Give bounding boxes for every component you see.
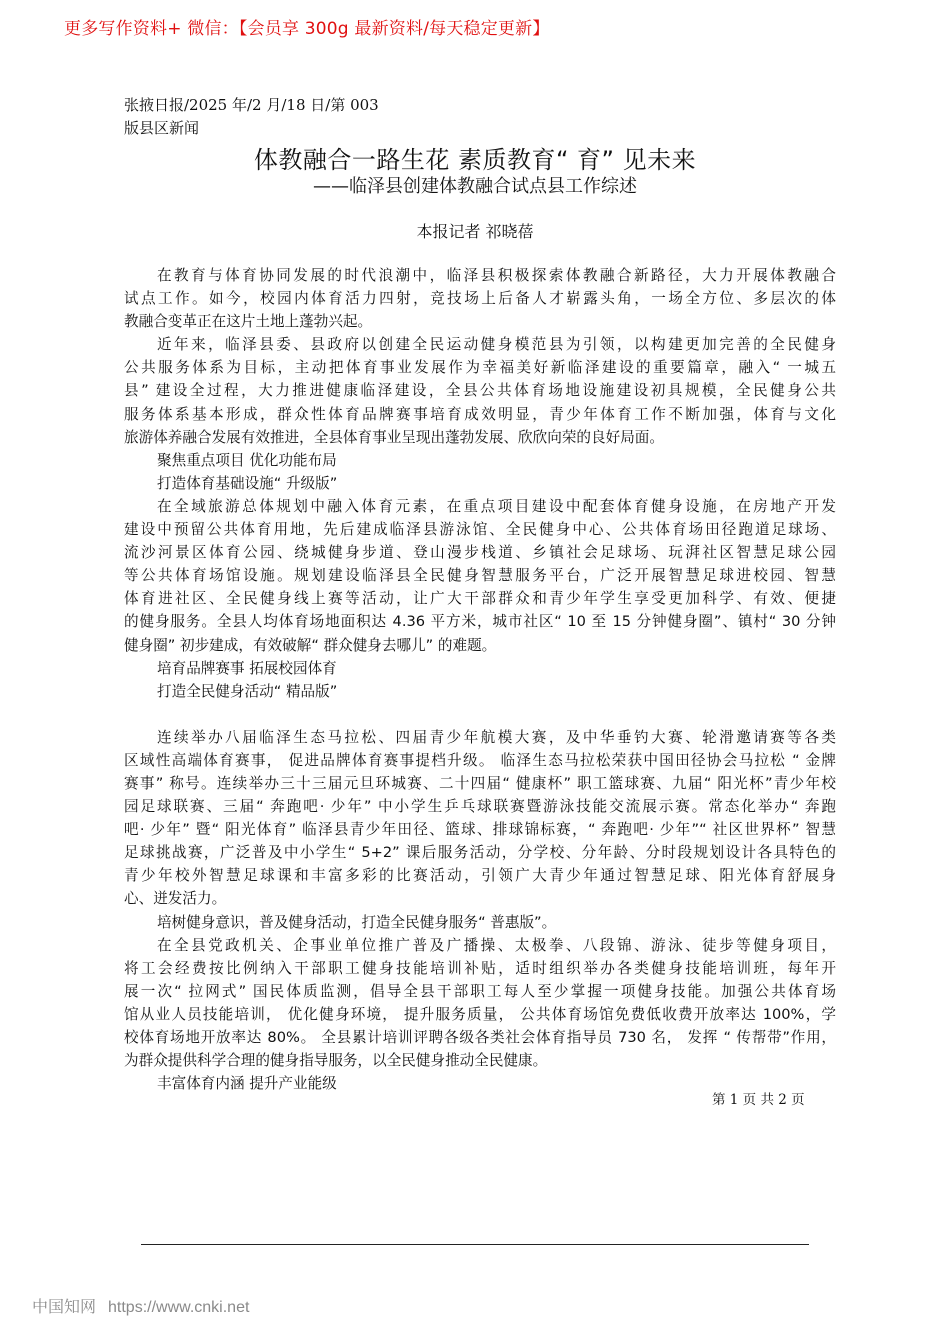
source-line: 张掖日报/2025 年/2 月/18 日/第 003 (124, 96, 379, 114)
paragraph (124, 726, 836, 911)
text-line: 在全域旅游总体规划中融入体育元素，在重点项目建设中配套体育健身设施，在房地产开发 (157, 497, 836, 515)
text-line: 将工会经费按比例纳入干部职工健身技能培训补贴，适时组织举办各类健身技能培训班，每年开 (124, 959, 836, 977)
text-line: 流沙河景区体育公园、绕城健身步道、登山漫步栈道、乡镇社会足球场、玩湃社区智慧足球公园 (124, 544, 836, 562)
section-heading (124, 680, 836, 703)
paragraph (124, 264, 836, 333)
text-line: 为群众提供科学合理的健身指导服务，以全民健身推动全民健康。 (124, 1052, 548, 1070)
text-line: 展一次“ 拉网式” 国民体质监测，倡导全县干部职工每人至少掌握一项健身技能。加强公共体育场 (124, 982, 836, 1000)
section-heading (124, 472, 836, 495)
text-line: 赛事” 称号。连续举办三十三届元旦环城赛、二十四届“ 健康杯” 职工篮球赛、九届“ 阳光杯”青少年校 (124, 774, 836, 792)
text-line: 在全县党政机关、企事业单位推广普及广播操、太极拳、八段锦、游泳、徒步等健身项目， (157, 936, 836, 954)
text-line: 足球挑战赛，广泛普及中小学生“ 5+2” 课后服务活动，分学校、分年龄、分时段规划设计各具特色的 (124, 844, 836, 862)
text-line: 在教育与体育协同发展的时代浪潮中，临泽县积极探索体教融合新路径，大力开展体教融合 (157, 267, 836, 284)
text-line: 教融合变革正在这片土地上蓬勃兴起。 (124, 313, 373, 331)
article-subtitle: ——临泽县创建体教融合试点县工作综述 (313, 176, 637, 197)
text-line: 馆从业人员技能培训， 优化健身环境， 提升服务质量， 公共体育场馆免费低收费开放率达 100%，学 (124, 1005, 836, 1023)
footer-site-name: 中国知网 (32, 1299, 97, 1316)
text-line: 健身圈” 初步建成，有效破解“ 群众健身去哪儿” 的难题。 (124, 636, 497, 654)
text-line: 服务体系基本形成，群众性体育品牌赛事培育成效明显，青少年体育工作不断加强，体育与文化 (124, 405, 836, 423)
text-line: 公共服务体系为目标，主动把体育事业发展作为幸福美好新临泽建设的重要篇章，融入“ 一城五 (124, 359, 836, 377)
footer-url: https://www.cnki.net (108, 1299, 250, 1316)
text-line: 培育品牌赛事 拓展校园体育 (157, 659, 337, 677)
promo-banner: 更多写作资料+ 微信：【会员享 300g 最新资料/每天稳定更新】 (64, 19, 550, 39)
section-heading (124, 911, 836, 934)
text-line: 等公共体育场馆设施。规划建设临泽县全民健身智慧服务平台，广泛开展智慧足球进校园、智慧 (124, 567, 836, 585)
text-line: 近年来，临泽县委、县政府以创建全民运动健身模范县为引领，以构建更加完善的全民健身 (157, 336, 836, 354)
paragraph (124, 495, 836, 657)
paragraph (124, 934, 836, 1073)
text-line: 吧· 少年” 暨“ 阳光体育” 临泽县青少年田径、篮球、排球锦标赛，“ 奔跑吧· 少年”“ 社区世界杯” 智慧 (124, 821, 836, 839)
section-heading (124, 449, 836, 472)
paragraph-gap (124, 703, 836, 726)
text-line: 聚焦重点项目 优化功能布局 (157, 451, 337, 469)
text-line: 体育进社区、全民健身线上赛等活动，让广大干部群众和青少年学生享受更加科学、有效、便捷 (124, 590, 836, 608)
text-line: 园足球联赛、三届“ 奔跑吧· 少年” 中小学生乒乓球联赛暨游泳技能交流展示赛。常态化举办“ 奔跑 (124, 798, 836, 816)
text-line: 培树健身意识，普及健身活动，打造全民健身服务“ 普惠版”。 (157, 913, 557, 931)
section-line: 版县区新闻 (124, 119, 200, 137)
text-line: 心、迸发活力。 (124, 890, 227, 908)
text-line: 丰富体育内涵 提升产业能级 (157, 1075, 337, 1093)
text-line: 打造体育基础设施“ 升级版” (157, 474, 338, 492)
text-line: 青少年校外智慧足球课和丰富多彩的比赛活动，引领广大青少年通过智慧足球、阳光体育舒展身 (124, 867, 836, 885)
article-title: 体教融合一路生花 素质教育“ 育” 见未来 (253, 146, 697, 174)
text-line: 校体育场地开放率达 80%。 全县累计培训评聘各级各类社会体育指导员 730 名， 发挥 “ 传帮带”作用， (124, 1029, 836, 1046)
text-line: 的健身服务。全县人均体育场地面积达 4.36 平方米，城市社区“ 10 至 15 分钟健身圈”、镇村“ 30 分钟 (124, 613, 836, 631)
page-number: 第 1 页 共 2 页 (712, 1092, 805, 1108)
paragraph (124, 333, 836, 448)
article-author: 本报记者 祁晓蓓 (416, 222, 534, 241)
text-line: 区域性高端体育赛事， 促进品牌体育赛事提档升级。 临泽生态马拉松荣获中国田径协会马拉松 “ 金牌 (124, 751, 836, 769)
footer-watermark (32, 1294, 249, 1317)
text-line: 旅游体养融合发展有效推进，全县体育事业呈现出蓬勃发展、欣欣向荣的良好局面。 (124, 428, 664, 446)
footer-divider (141, 1244, 809, 1245)
text-line: 打造全民健身活动“ 精品版” (157, 682, 338, 700)
article-body (124, 264, 836, 1095)
text-line: 连续举办八届临泽生态马拉松、四届青少年航模大赛，及中华垂钓大赛、轮滑邀请赛等各类 (157, 728, 836, 746)
section-heading (124, 657, 836, 680)
text-line: 试点工作。如今，校园内体育活力四射，竞技场上后备人才崭露头角，一场全方位、多层次的体 (124, 290, 836, 308)
text-line: 建设中预留公共体育用地，先后建成临泽县游泳馆、全民健身中心、公共体育场田径跑道足球场、 (124, 521, 836, 539)
text-line: 县” 建设全过程，大力推进健康临泽建设，全县公共体育场地设施建设初具规模，全民健身公共 (124, 382, 836, 400)
